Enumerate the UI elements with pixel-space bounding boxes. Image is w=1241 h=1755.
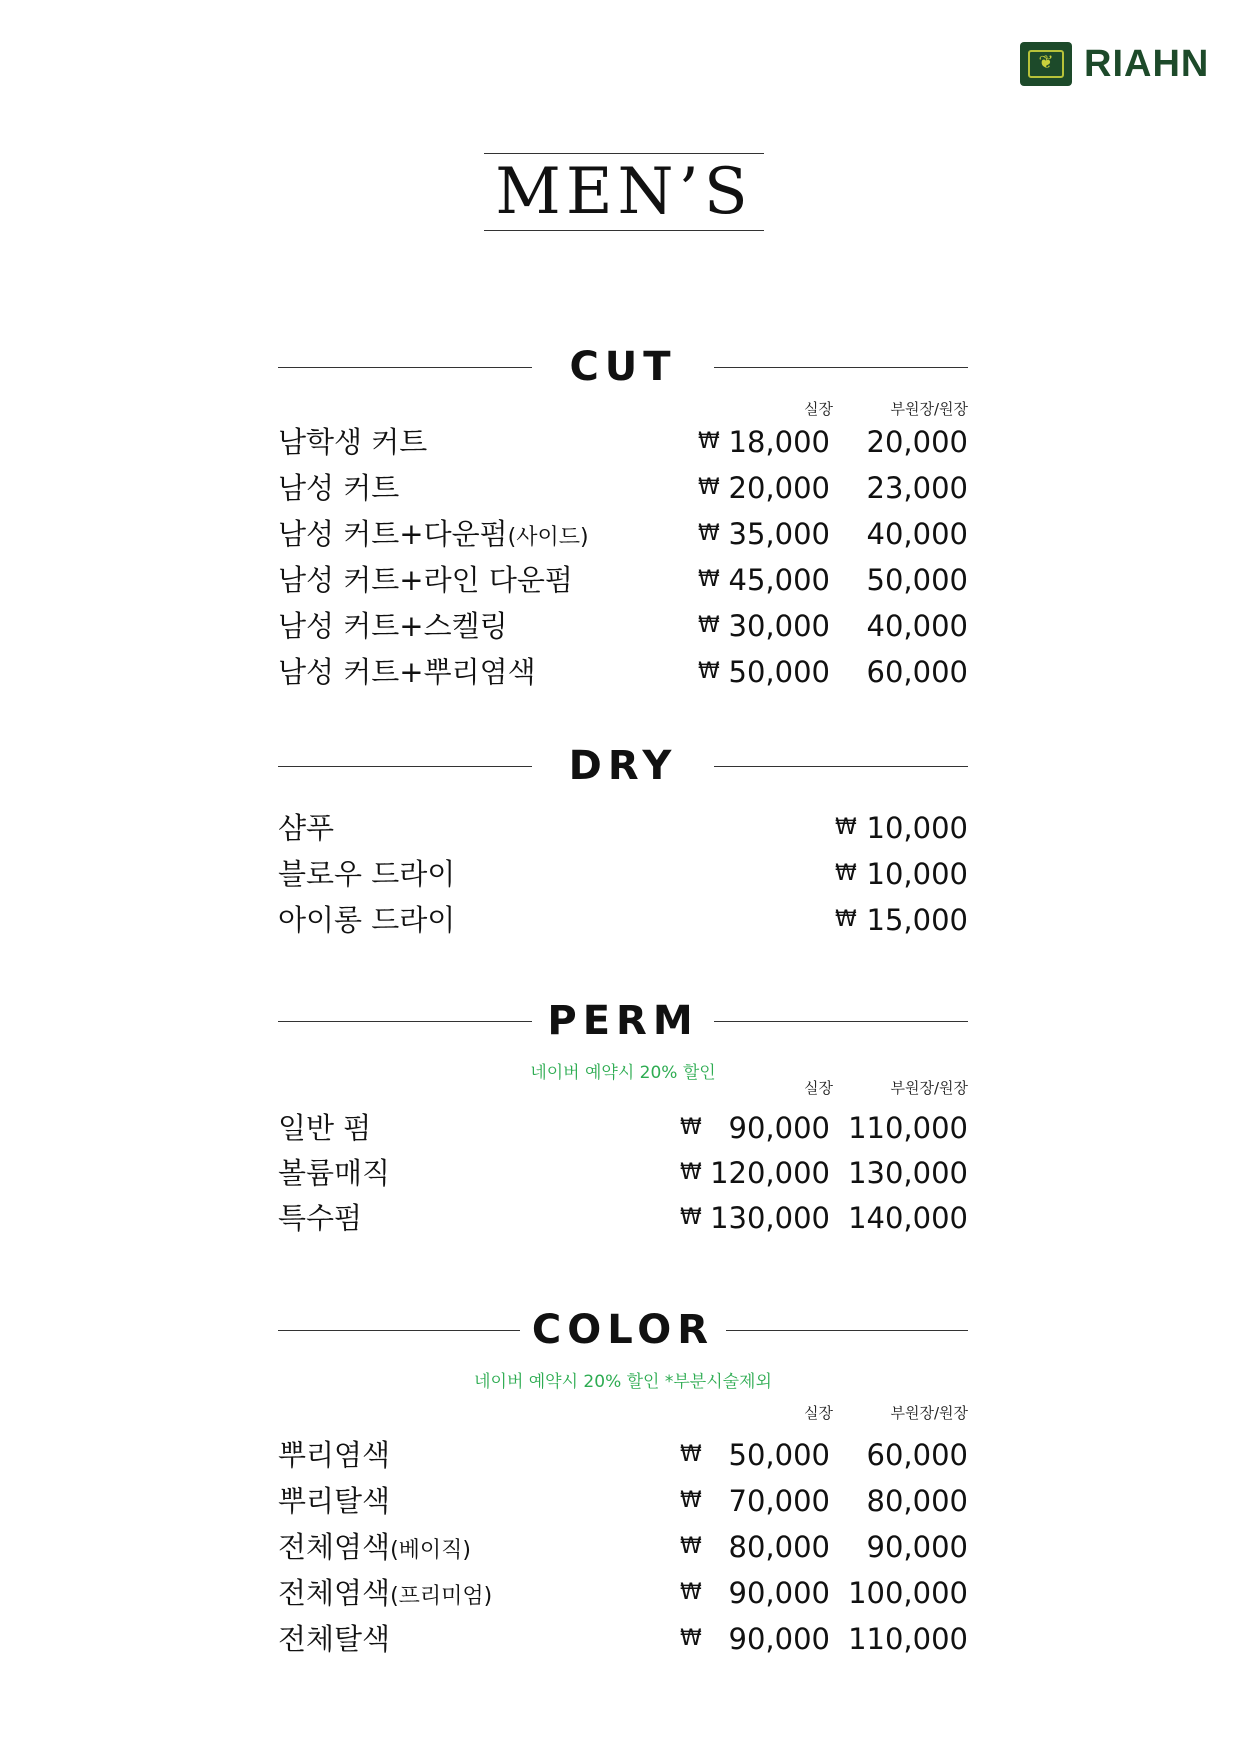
currency-symbol: ₩: [698, 475, 720, 500]
price-manager: 45,000: [728, 563, 830, 597]
brand-name: RIAHN: [1084, 42, 1210, 85]
cut-item: [278, 511, 968, 557]
currency-symbol: ₩: [680, 1488, 702, 1513]
item-name: 전체염색(베이직): [278, 1530, 471, 1564]
item-name: 일반 펌: [278, 1111, 372, 1145]
item-name: 뿌리염색: [278, 1438, 391, 1472]
price-director: 40,000: [866, 517, 968, 551]
item-name-note: (프리미엄): [390, 1584, 493, 1609]
color-item: [278, 1616, 968, 1662]
price-manager: 130,000: [710, 1201, 830, 1235]
currency-symbol: ₩: [698, 521, 720, 546]
price-manager: 80,000: [728, 1530, 830, 1564]
price-manager: 70,000: [728, 1484, 830, 1518]
cut-item: [278, 465, 968, 511]
price-director: 140,000: [848, 1201, 968, 1235]
price-manager: 20,000: [728, 471, 830, 505]
price-director: 40,000: [866, 609, 968, 643]
item-name: 남성 커트+라인 다운펌: [278, 563, 573, 597]
column-header-manager: 실장: [804, 400, 833, 418]
section-header-color: [278, 1307, 968, 1353]
perm-item: [278, 1150, 968, 1196]
perm-discount-note: 네이버 예약시 20% 할인: [530, 1063, 716, 1083]
perm-item: [278, 1105, 968, 1151]
item-name: 전체탈색: [278, 1622, 391, 1656]
color-item: [278, 1478, 968, 1524]
price-manager: 90,000: [728, 1111, 830, 1145]
dry-item: [278, 851, 968, 897]
currency-symbol: ₩: [835, 907, 857, 932]
dry-item: [278, 805, 968, 851]
column-header-director: 부원장/원장: [890, 1404, 968, 1422]
price-director: 90,000: [866, 1530, 968, 1564]
item-name: 전체염색(프리미엄): [278, 1576, 493, 1610]
cut-item: [278, 419, 968, 465]
currency-symbol: ₩: [680, 1205, 702, 1230]
price: 10,000: [866, 857, 968, 891]
price-director: 23,000: [866, 471, 968, 505]
item-name: 뿌리탈색: [278, 1484, 391, 1518]
item-name: 남학생 커트: [278, 425, 428, 459]
cut-item: [278, 649, 968, 695]
price-manager: 50,000: [728, 655, 830, 689]
section-header-cut: [278, 344, 968, 390]
price-director: 110,000: [848, 1622, 968, 1656]
section-title-perm: PERM: [547, 998, 699, 1044]
section-header-perm: [278, 998, 968, 1044]
price-director: 110,000: [848, 1111, 968, 1145]
cut-item: [278, 603, 968, 649]
brand-logo: [1020, 42, 1209, 86]
price-manager: 35,000: [728, 517, 830, 551]
section-title-cut: CUT: [569, 344, 677, 390]
page-title-text: MEN’S: [495, 155, 753, 229]
item-name: 남성 커트: [278, 471, 400, 505]
item-name-note: (베이직): [390, 1538, 471, 1563]
item-name: 남성 커트+스켈링: [278, 609, 508, 643]
section-title-dry: DRY: [568, 743, 678, 789]
cut-item: [278, 557, 968, 603]
currency-symbol: ₩: [680, 1580, 702, 1605]
color-item: [278, 1432, 968, 1478]
item-name: 샴푸: [278, 811, 335, 845]
section-title-color: COLOR: [531, 1307, 715, 1353]
price-manager: 30,000: [728, 609, 830, 643]
item-name: 볼륨매직: [278, 1156, 391, 1190]
price-director: 100,000: [848, 1576, 968, 1610]
item-name: 남성 커트+다운펌(사이드): [278, 517, 589, 551]
perm-item: [278, 1195, 968, 1241]
currency-symbol: ₩: [835, 815, 857, 840]
currency-symbol: ₩: [680, 1115, 702, 1140]
section-header-dry: [278, 743, 968, 789]
price-manager: 90,000: [728, 1622, 830, 1656]
price-director: 50,000: [866, 563, 968, 597]
column-header-manager: 실장: [804, 1079, 833, 1097]
currency-symbol: ₩: [680, 1626, 702, 1651]
currency-symbol: ₩: [680, 1160, 702, 1185]
currency-symbol: ₩: [680, 1442, 702, 1467]
currency-symbol: ₩: [698, 567, 720, 592]
item-name-note: (사이드): [507, 525, 589, 550]
price-director: 20,000: [866, 425, 968, 459]
column-header-manager: 실장: [804, 1404, 833, 1422]
currency-symbol: ₩: [698, 613, 720, 638]
currency-symbol: ₩: [698, 659, 720, 684]
price-manager: 120,000: [710, 1156, 830, 1190]
item-name: 특수펌: [278, 1201, 363, 1235]
crest-logo-icon: ❦: [1020, 42, 1072, 86]
item-name: 블로우 드라이: [278, 857, 456, 891]
currency-symbol: ₩: [698, 429, 720, 454]
color-item: [278, 1524, 968, 1570]
currency-symbol: ₩: [680, 1534, 702, 1559]
column-header-director: 부원장/원장: [890, 1079, 968, 1097]
price-manager: 18,000: [728, 425, 830, 459]
price-manager: 90,000: [728, 1576, 830, 1610]
item-name: 남성 커트+뿌리염색: [278, 655, 536, 689]
price: 15,000: [866, 903, 968, 937]
page-title: [484, 153, 764, 231]
color-item: [278, 1570, 968, 1616]
price-director: 130,000: [848, 1156, 968, 1190]
price-director: 80,000: [866, 1484, 968, 1518]
item-name: 아이롱 드라이: [278, 903, 456, 937]
color-discount-note: 네이버 예약시 20% 할인 *부분시술제외: [474, 1372, 772, 1392]
price-director: 60,000: [866, 1438, 968, 1472]
column-header-director: 부원장/원장: [890, 400, 968, 418]
price-manager: 50,000: [728, 1438, 830, 1472]
price: 10,000: [866, 811, 968, 845]
dry-item: [278, 897, 968, 943]
price-director: 60,000: [866, 655, 968, 689]
currency-symbol: ₩: [835, 861, 857, 886]
